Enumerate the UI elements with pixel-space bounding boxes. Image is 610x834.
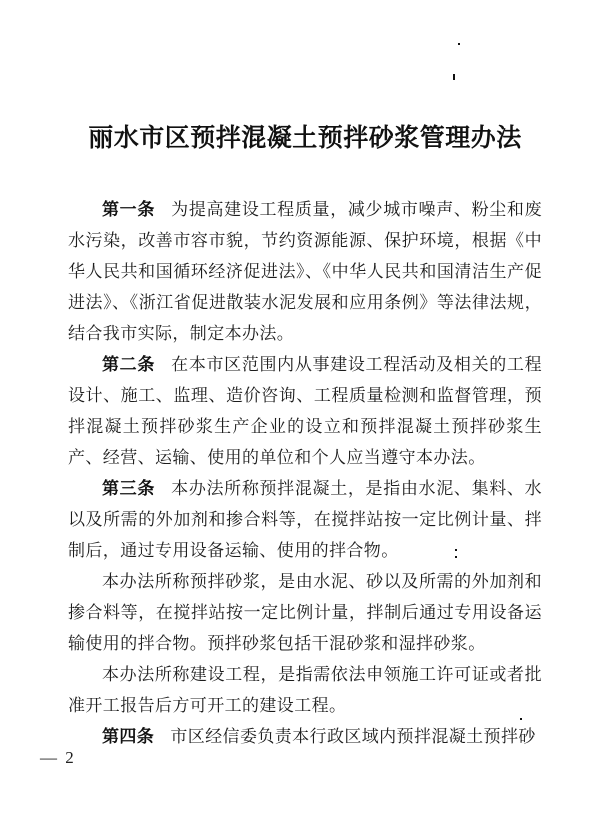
document-title: 丽水市区预拌混凝土预拌砂浆管理办法 xyxy=(88,124,522,152)
scan-artifact-speck xyxy=(453,74,455,80)
paragraph-text: 本办法所称预拌砂浆，是由水泥、砂以及所需的外加剂和掺合料等，在搅拌站按一定比例计量，拌制后通过专用设备运输使用的拌合物。预拌砂浆包括干混砂浆和湿拌砂浆。 xyxy=(68,572,542,653)
paragraph-article-3 xyxy=(68,473,542,566)
document-body xyxy=(68,118,542,752)
paragraph-text: 本办法所称预拌混凝土，是指由水泥、集料、水以及所需的外加剂和掺合料等，在搅拌站按一定比例计量、拌制后，通过专用设备运输、使用的拌合物。 xyxy=(68,479,542,560)
paragraph-text: 本办法所称建设工程，是指需依法申领施工许可证或者批准开工报告后方可开工的建设工程。 xyxy=(68,665,542,715)
article-number-label: 第四条 xyxy=(102,727,155,746)
paragraph-definition-mortar xyxy=(68,566,542,659)
paragraph-definition-construction xyxy=(68,659,542,721)
page-footer xyxy=(40,748,76,768)
paragraph-article-4 xyxy=(68,721,542,752)
paragraph-article-2 xyxy=(68,349,542,473)
scan-artifact-speck xyxy=(458,43,460,45)
paragraph-text: 在本市区范围内从事建设工程活动及相关的工程设计、施工、监理、造价咨询、工程质量检测和监督管理，预拌混凝土预拌砂浆生产企业的设立和预拌混凝土预拌砂浆生产、经营、运输、使用的单位和个人应当遵守本办法。 xyxy=(68,355,542,467)
paragraph-text: 市区经信委负责本行政区域内预拌混凝土预拌砂 xyxy=(170,727,536,746)
footer-dash: — xyxy=(40,748,59,767)
article-number-label: 第三条 xyxy=(102,479,156,498)
article-number-label: 第一条 xyxy=(102,200,156,219)
paragraph-article-1 xyxy=(68,194,542,349)
article-number-label: 第二条 xyxy=(102,355,156,374)
paragraph-text: 为提高建设工程质量，减少城市噪声、粉尘和废水污染，改善市容市貌，节约资源能源、保护环境，根据《中华人民共和国循环经济促进法》、《中华人民共和国清洁生产促进法》、《浙江省促进散装水泥发展和应用条例》等法律法规，结合我市实际，制定本办法。 xyxy=(68,200,542,343)
page-number: 2 xyxy=(65,748,76,767)
